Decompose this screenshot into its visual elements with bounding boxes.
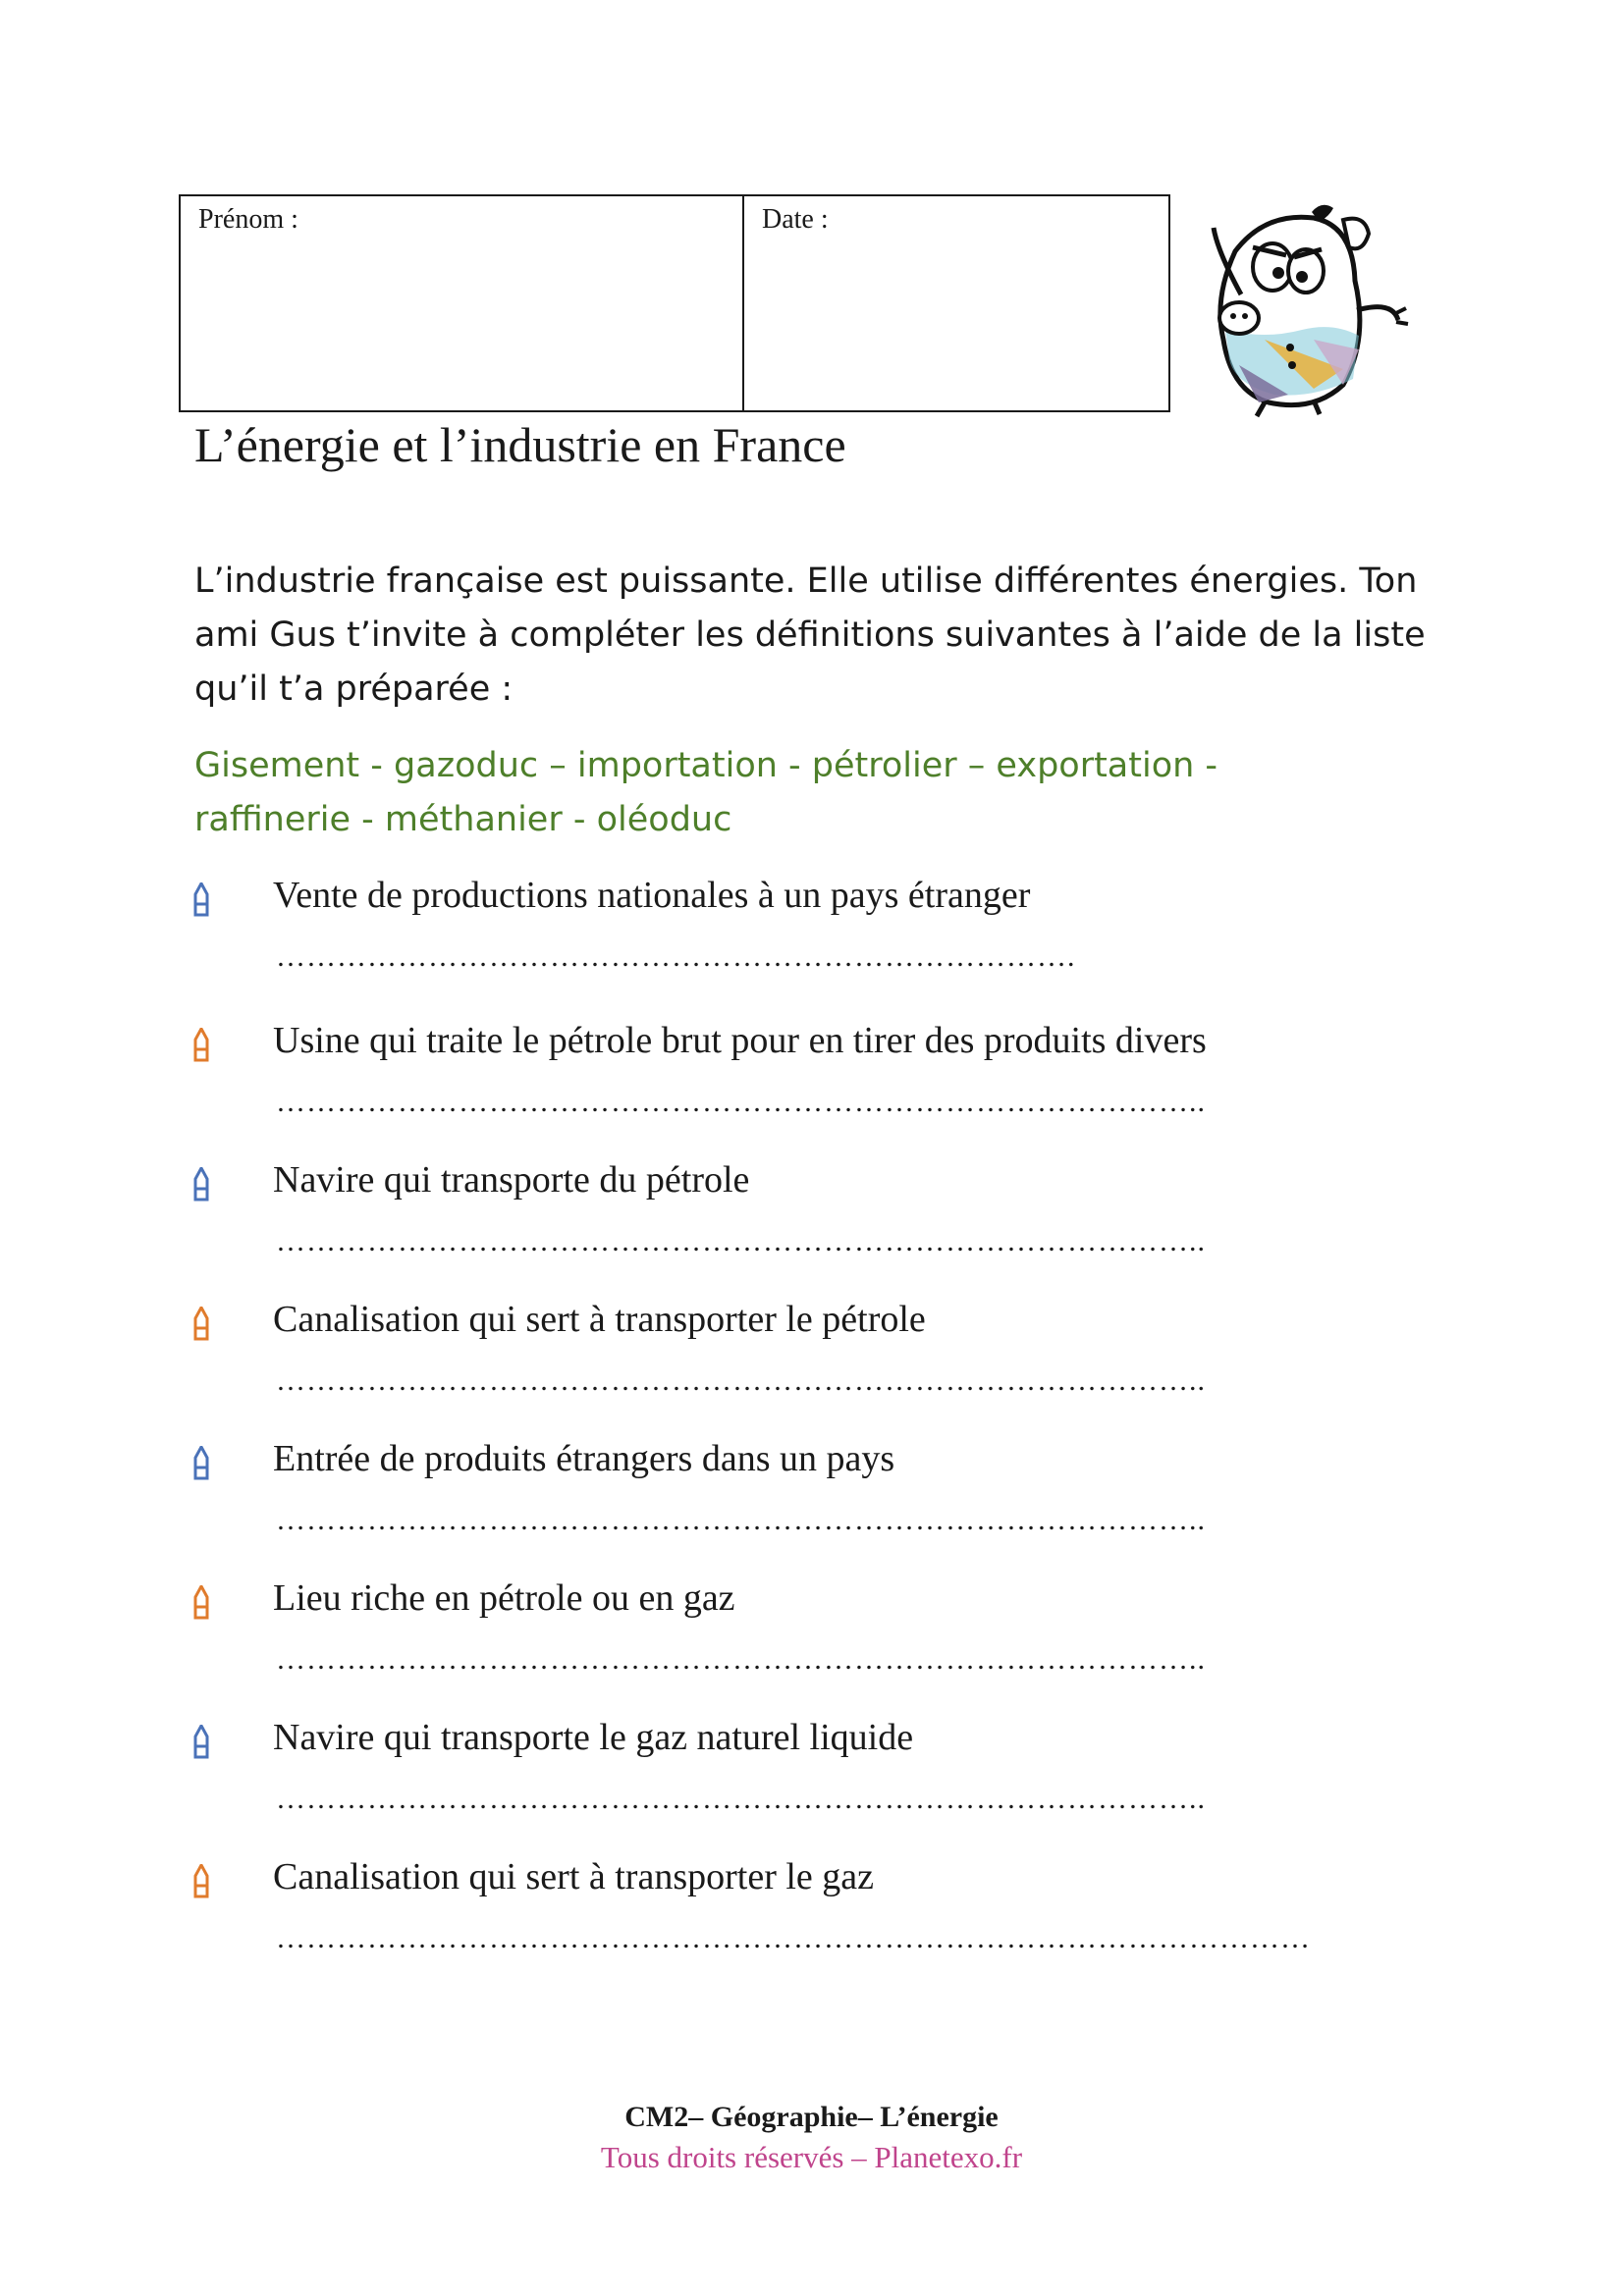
definition-text: Usine qui traite le pétrole brut pour en tirer des produits divers (273, 1020, 1207, 1061)
date-label: Date : (762, 204, 829, 235)
definition-item (0, 1158, 1623, 1296)
date-field[interactable] (744, 196, 1168, 410)
answer-line[interactable]: ……………………………………………………………………………….. (276, 1086, 1206, 1118)
definition-text: Navire qui transporte du pétrole (273, 1159, 750, 1201)
pencil-bullet-icon (192, 1028, 210, 1063)
definition-item (0, 1855, 1623, 1993)
name-date-box (179, 194, 1170, 412)
definition-text: Vente de productions nationales à un pays étranger (273, 875, 1031, 916)
pencil-bullet-icon (192, 1307, 210, 1342)
page-title: L’énergie et l’industrie en France (194, 417, 846, 472)
definition-text: Canalisation qui sert à transporter le pétrole (273, 1299, 926, 1340)
definition-item (0, 1437, 1623, 1575)
definition-item (0, 874, 1623, 1011)
word-list: Gisement - gazoduc – importation - pétrolier – exportation - raffinerie - méthanier - oléoduc (194, 746, 1218, 839)
definition-text: Lieu riche en pétrole ou en gaz (273, 1577, 735, 1619)
definition-item (0, 1576, 1623, 1714)
answer-line[interactable]: ……………………………………………………………………………….. (276, 1225, 1206, 1257)
answer-line[interactable]: ………………………………………………………………………………………… (276, 1922, 1311, 1954)
definition-text: Entrée de produits étrangers dans un pays (273, 1438, 895, 1479)
name-field[interactable] (181, 196, 744, 410)
answer-line[interactable]: ……………………………………………………………………………….. (276, 1504, 1206, 1536)
footer-subject: CM2– Géographie– L’énergie (624, 2101, 999, 2133)
definition-item (0, 1298, 1623, 1435)
pencil-bullet-icon (192, 1725, 210, 1760)
definition-item (0, 1716, 1623, 1853)
answer-line[interactable]: ……………………………………………………………………………….. (276, 1643, 1206, 1676)
definition-item (0, 1019, 1623, 1156)
pencil-bullet-icon (192, 1167, 210, 1202)
pencil-bullet-icon (192, 882, 210, 918)
definition-text: Navire qui transporte le gaz naturel liquide (273, 1717, 914, 1758)
answer-line[interactable]: ……………………………………………………………………. (276, 940, 1076, 973)
intro-text: L’industrie française est puissante. Elle utilise différentes énergies. Ton ami Gus t’invite à compléter les définitions suivantes à l’aide de la liste qu’il t’a préparée : (194, 561, 1426, 709)
mascot-gus-illustration (1196, 192, 1410, 418)
pencil-bullet-icon (192, 1864, 210, 1899)
pencil-bullet-icon (192, 1585, 210, 1621)
pencil-bullet-icon (192, 1446, 210, 1481)
footer-copyright: Tous droits réservés – Planetexo.fr (600, 2140, 1023, 2174)
answer-line[interactable]: ……………………………………………………………………………….. (276, 1783, 1206, 1815)
definition-text: Canalisation qui sert à transporter le gaz (273, 1856, 875, 1897)
name-label: Prénom : (198, 204, 298, 235)
answer-line[interactable]: ……………………………………………………………………………….. (276, 1364, 1206, 1397)
